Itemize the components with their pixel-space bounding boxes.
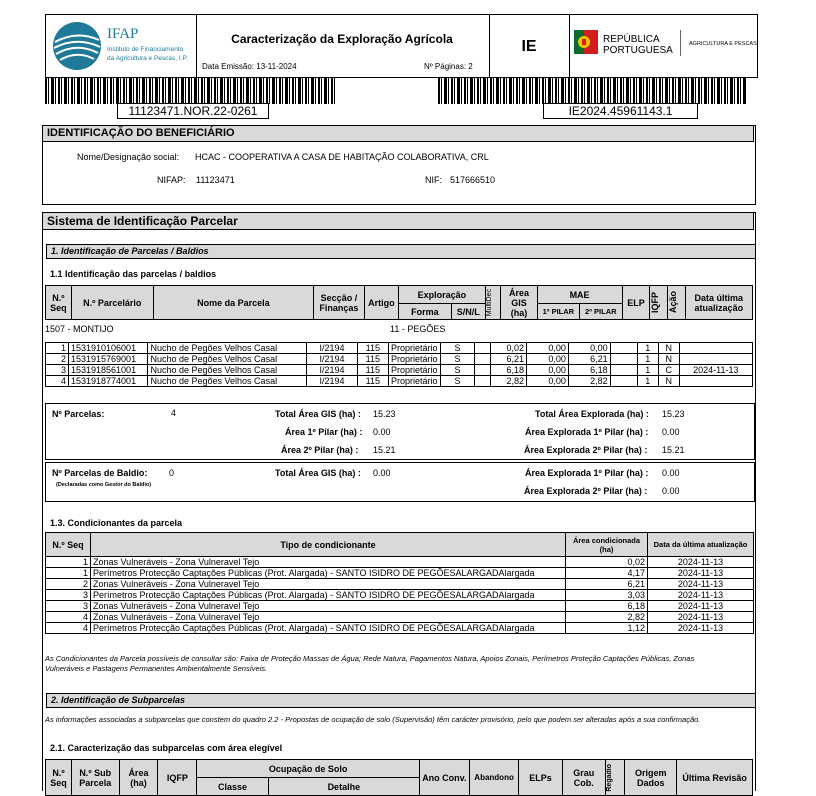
cell-seq: 1 — [46, 557, 91, 568]
cell-num: 1531910106001 — [69, 343, 148, 354]
logo-sub2: da Agricultura e Pescas, I.P. — [107, 55, 188, 62]
parcelas-table — [45, 285, 753, 320]
cond-col-data: Data da última atualização — [648, 533, 754, 557]
cell-data: 2024-11-13 — [648, 601, 754, 612]
col-mae: MAE — [537, 286, 622, 304]
cell-iqfp: 1 — [637, 376, 658, 387]
nifap-value: 11123471 — [196, 175, 235, 185]
cell-seq: 4 — [46, 623, 91, 634]
cell-empty — [610, 343, 637, 354]
cell-p1: 0,00 — [527, 376, 569, 387]
e2-label: Área Explorada 2º Pilar (ha) : — [524, 445, 648, 455]
cond-note: As Condicionantes da Parcela possíveis de consultar são: Faixa de Proteção Massas de Água; Rede Natura, Pagamentos Natura, Apoios Zonais, Perímetros Proteção Captações Públicas, Zonas Vulneráveis e Pastagens Permanentes Ambientalmente Sensíveis. — [45, 654, 695, 673]
table-row — [46, 590, 754, 601]
col-area: Área GIS (ha) — [501, 286, 537, 320]
col-exploracao: Exploração — [398, 286, 485, 304]
sub-col-ocup: Ocupação de Solo — [197, 760, 420, 778]
cell-snl: S — [441, 354, 474, 365]
cell-area: 0,02 — [491, 343, 527, 354]
col-artigo: Artigo — [364, 286, 398, 320]
cell-area: 2,82 — [566, 612, 648, 623]
baldio-e1-value: 0.00 — [662, 468, 680, 478]
col-elp: ELP — [622, 286, 650, 320]
cell-seccao: I/2194 — [307, 354, 357, 365]
sub-col-grau: Grau Cob. — [562, 760, 605, 796]
baldio-e2-value: 0.00 — [662, 486, 680, 496]
cell-seq: 2 — [46, 354, 69, 365]
cell-area: 1,12 — [566, 623, 648, 634]
nif-value: 517666510 — [450, 175, 496, 185]
cell-artigo: 115 — [357, 343, 388, 354]
ministerio: AGRICULTURA E PESCAS — [689, 41, 757, 47]
sec1-title: 1. Identificação de Parcelas / Baldios — [46, 244, 756, 259]
cell-seq: 3 — [46, 601, 91, 612]
cell-empty — [610, 376, 637, 387]
col-data: Data última atualização — [685, 286, 752, 320]
cell-data: 2024-11-13 — [648, 557, 754, 568]
cell-tipo: Perímetros Protecção Captações Públicas (Prot. Alargada) - SANTO ISIDRO DE PEGÕESALARGADAlargada — [91, 623, 566, 634]
baldio-box — [45, 462, 755, 502]
nome-value: HCAC - COOPERATIVA A CASA DE HABITAÇÃO COLABORATIVA, CRL — [195, 152, 489, 162]
table-row — [46, 557, 754, 568]
table-row — [46, 376, 753, 387]
sub-col-nseq: N.º Seq — [46, 760, 72, 796]
barcode-left-code: 11123471.NOR.22-0261 — [117, 103, 269, 119]
cell-nome: Nucho de Pegões Velhos Casal — [148, 376, 307, 387]
cell-empty — [610, 354, 637, 365]
cell-num: 1531918774001 — [69, 376, 148, 387]
baldio-e1-label: Área Explorada 1º Pilar (ha) : — [525, 468, 649, 478]
cell-tipo: Zonas Vulneráveis - Zona Vulneravel Tejo — [91, 601, 566, 612]
cell-p1: 0,00 — [527, 343, 569, 354]
cell-seq: 1 — [46, 568, 91, 579]
ifap-logo — [51, 20, 103, 72]
cell-empty — [474, 376, 491, 387]
baldio-e2-label: Área Explorada 2º Pilar (ha) : — [524, 486, 648, 496]
cell-acao: N — [658, 376, 679, 387]
cell-forma: Proprietário — [389, 343, 441, 354]
table-row — [46, 601, 754, 612]
cell-snl: S — [441, 365, 474, 376]
cell-acao: N — [658, 354, 679, 365]
cell-data: 2024-11-13 — [648, 590, 754, 601]
barcode-right — [438, 78, 746, 104]
baldio-value: 0 — [169, 468, 175, 478]
condicionantes-table — [45, 532, 754, 634]
sec21-title: 2.1. Caracterização das subparcelas com área elegível — [50, 743, 283, 753]
cell-empty — [474, 343, 491, 354]
sec2-title: 2. Identificação de Subparcelas — [46, 693, 756, 708]
republica-2: PORTUGUESA — [603, 45, 673, 56]
freguesia: 11 - PEGÕES — [390, 324, 446, 334]
cell-area: 0,02 — [566, 557, 648, 568]
sub-col-abandono: Abandono — [469, 760, 519, 796]
cell-snl: S — [441, 376, 474, 387]
cell-area: 6,18 — [491, 365, 527, 376]
sub-col-iqfp: IQFP — [158, 760, 197, 796]
cell-forma: Proprietário — [389, 376, 441, 387]
e1-label: Área Explorada 1º Pilar (ha) : — [525, 427, 649, 437]
cell-empty — [474, 354, 491, 365]
cell-empty — [610, 365, 637, 376]
cell-iqfp: 1 — [637, 343, 658, 354]
cell-forma: Proprietário — [389, 354, 441, 365]
cell-artigo: 115 — [357, 376, 388, 387]
data-emissao: Data Emissão: 13-11-2024 — [202, 62, 297, 71]
cell-tipo: Zonas Vulneráveis - Zona Vulneravel Tejo — [91, 612, 566, 623]
e2-value: 15.21 — [662, 445, 685, 455]
sub-col-detalhe: Detalhe — [268, 778, 419, 796]
cond-col-tipo: Tipo de condicionante — [91, 533, 566, 557]
republica-1: REPÚBLICA — [603, 34, 660, 45]
republica-emblem — [574, 30, 598, 54]
cell-p1: 0,00 — [527, 365, 569, 376]
cell-area: 6,21 — [566, 579, 648, 590]
col-nome: Nome da Parcela — [153, 286, 313, 320]
col-p1: 1º PILAR — [537, 304, 579, 320]
sub-col-area: Área (ha) — [119, 760, 158, 796]
beneficiario-title: IDENTIFICAÇÃO DO BENEFICIÁRIO — [42, 125, 754, 142]
sip-title: Sistema de Identificação Parcelar — [42, 212, 754, 230]
iqfp-label: IQFP — [650, 291, 661, 313]
texp-value: 15.23 — [662, 409, 685, 419]
cell-seq: 3 — [46, 365, 69, 376]
col-forma: Forma — [398, 304, 451, 320]
divider — [569, 14, 570, 78]
e1-value: 0.00 — [662, 427, 680, 437]
table-row — [46, 579, 754, 590]
sub-col-origem: Origem Dados — [625, 760, 677, 796]
barcode-right-code: IE2024.45961143.1 — [543, 103, 698, 119]
cell-artigo: 115 — [357, 365, 388, 376]
acao-label: Ação — [668, 291, 679, 314]
subparcelas-table — [45, 759, 753, 796]
cell-seccao: I/2194 — [307, 343, 357, 354]
cell-snl: S — [441, 343, 474, 354]
table-row — [46, 568, 754, 579]
cell-data: 2024-11-13 — [648, 579, 754, 590]
sec2-note: As informações associadas a subparcelas que constem do quadro 2.2 - Propostas de ocupação de solo (Supervisão) têm carácter provisório, pelo que podem ser alteradas após a sua confirmação. — [45, 715, 701, 724]
a2-label: Área 2º Pilar (ha) : — [281, 445, 359, 455]
divider — [196, 14, 197, 78]
cell-acao: N — [658, 343, 679, 354]
col-multidec — [485, 286, 501, 320]
table-row — [46, 354, 753, 365]
cond-col-nseq: N.º Seq — [46, 533, 91, 557]
cell-iqfp: 1 — [637, 365, 658, 376]
cell-area: 3,03 — [566, 590, 648, 601]
cell-seq: 2 — [46, 579, 91, 590]
a1-label: Área 1º Pilar (ha) : — [285, 427, 363, 437]
cell-data: 2024-11-13 — [648, 568, 754, 579]
cell-data — [679, 376, 752, 387]
portugal-emblem-icon — [574, 30, 598, 54]
col-nparc: N.º Parcelário — [71, 286, 153, 320]
sub-col-classe: Classe — [197, 778, 268, 796]
cond-col-area: Área condicionada (ha) — [566, 533, 648, 557]
tgis-value: 15.23 — [373, 409, 396, 419]
cell-num: 1531915769001 — [69, 354, 148, 365]
cell-iqfp: 1 — [637, 354, 658, 365]
parcelas-rows — [45, 342, 753, 387]
sub-col-elps: ELPs — [519, 760, 562, 796]
logo-name: IFAP — [107, 26, 139, 42]
nparc-value: 4 — [171, 408, 177, 418]
doc-title: Caracterização da Exploração Agrícola — [231, 32, 453, 46]
cell-forma: Proprietário — [389, 365, 441, 376]
table-row — [46, 612, 754, 623]
sub-col-nsub: N.º Sub Parcela — [71, 760, 119, 796]
multidec-label: MultiDec — [485, 288, 493, 317]
cell-data: 2024-11-13 — [648, 623, 754, 634]
table-row — [46, 623, 754, 634]
sub-col-regadio — [605, 760, 624, 796]
cell-data: 2024-11-13 — [679, 365, 752, 376]
n-paginas: Nº Páginas: 2 — [424, 62, 473, 71]
sub-col-ano: Ano Conv. — [420, 760, 470, 796]
cell-seccao: I/2194 — [307, 376, 357, 387]
nome-label: Nome/Designação social: — [77, 152, 180, 162]
cell-data: 2024-11-13 — [648, 612, 754, 623]
col-nseq: N.º Seq — [46, 286, 72, 320]
cell-tipo: Perímetros Protecção Captações Públicas (Prot. Alargada) - SANTO ISIDRO DE PEGÕESALARGADAlargada — [91, 590, 566, 601]
cell-p2: 6,18 — [568, 365, 610, 376]
cell-tipo: Perímetros Protecção Captações Públicas (Prot. Alargada) - SANTO ISIDRO DE PEGÕESALARGADAlargada — [91, 568, 566, 579]
logo-sub1: Instituto de Financiamento — [107, 46, 184, 53]
nparc-label: Nº Parcelas: — [52, 409, 105, 419]
cell-nome: Nucho de Pegões Velhos Casal — [148, 365, 307, 376]
table-row — [46, 365, 753, 376]
cell-p2: 0,00 — [568, 343, 610, 354]
cell-artigo: 115 — [357, 354, 388, 365]
cell-acao: C — [658, 365, 679, 376]
cell-seccao: I/2194 — [307, 365, 357, 376]
regadio-label: Regadio — [605, 763, 613, 792]
baldio-label: Nº Parcelas de Baldio: — [52, 468, 148, 478]
cell-tipo: Zonas Vulneráveis - Zona Vulneravel Tejo — [91, 579, 566, 590]
cell-area: 4,17 — [566, 568, 648, 579]
col-acao — [668, 286, 686, 320]
col-iqfp — [650, 286, 668, 320]
doc-code: IE — [521, 38, 537, 55]
cell-p2: 2,82 — [568, 376, 610, 387]
a2-value: 15.21 — [373, 445, 396, 455]
col-seccao: Secção / Finanças — [314, 286, 365, 320]
table-row — [46, 343, 753, 354]
sub-col-ultima: Última Revisão — [677, 760, 753, 796]
cell-area: 2,82 — [491, 376, 527, 387]
cell-data — [679, 343, 752, 354]
col-snl: S/N/L — [451, 304, 485, 320]
barcode-left — [45, 78, 335, 104]
nif-label: NIF: — [425, 175, 442, 185]
cell-area: 6,21 — [491, 354, 527, 365]
cell-nome: Nucho de Pegões Velhos Casal — [148, 343, 307, 354]
cell-data — [679, 354, 752, 365]
logo-divider — [680, 30, 681, 56]
baldio-tgis-value: 0.00 — [373, 468, 391, 478]
cell-empty — [474, 365, 491, 376]
ifap-logo-icon — [51, 20, 103, 72]
sec11-title: 1.1 Identificação das parcelas / baldios — [50, 269, 217, 279]
cell-seq: 3 — [46, 590, 91, 601]
cell-tipo: Zonas Vulneráveis - Zona Vulneravel Tejo — [91, 557, 566, 568]
col-p2: 2º PILAR — [580, 304, 622, 320]
cell-num: 1531918561001 — [69, 365, 148, 376]
municipio: 1507 - MONTIJO — [45, 324, 114, 334]
cell-p1: 0,00 — [527, 354, 569, 365]
cell-seq: 4 — [46, 376, 69, 387]
tgis-label: Total Área GIS (ha) : — [275, 409, 361, 419]
baldio-tgis-label: Total Área GIS (ha) : — [275, 468, 361, 478]
cell-p2: 6,21 — [568, 354, 610, 365]
cell-nome: Nucho de Pegões Velhos Casal — [148, 354, 307, 365]
cell-seq: 1 — [46, 343, 69, 354]
sec13-title: 1.3. Condicionantes da parcela — [50, 518, 183, 528]
baldio-note: (Declaradas como Gestor do Baldio) — [56, 482, 152, 488]
texp-label: Total Área Explorada (ha) : — [535, 409, 649, 419]
cell-seq: 4 — [46, 612, 91, 623]
nifap-label: NIFAP: — [157, 175, 186, 185]
cell-area: 6,18 — [566, 601, 648, 612]
a1-value: 0.00 — [373, 427, 391, 437]
